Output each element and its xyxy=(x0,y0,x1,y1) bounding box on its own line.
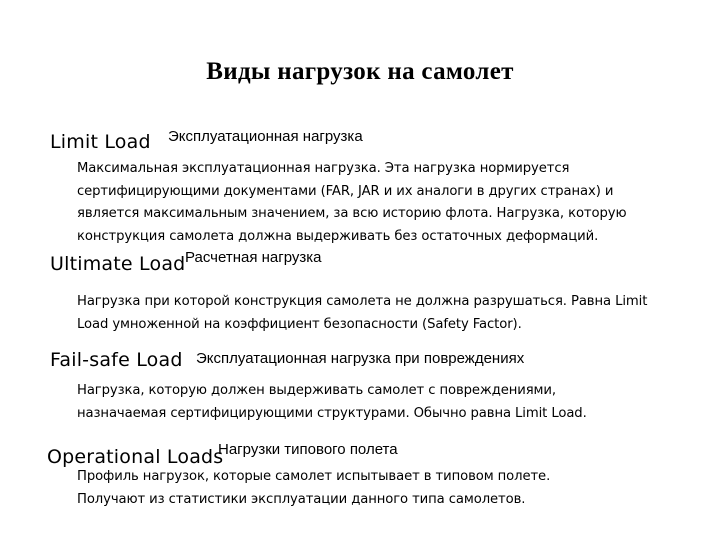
description-line: Профиль нагрузок, которые самолет испытывает в типовом полете. xyxy=(77,469,551,484)
description-line: Нагрузка при которой конструкция самолета не должна разрушаться. Равна Limit xyxy=(77,294,648,309)
description-line: конструкция самолета должна выдерживать без остаточных деформаций. xyxy=(77,228,599,244)
term-fail-safe-load: Fail-safe Load xyxy=(50,349,183,371)
description-line: назначаемая сертифицирующими структурами. Обычно равна Limit Load. xyxy=(77,405,587,421)
description-limit-load xyxy=(77,158,626,248)
description-line: Максимальная эксплуатационная нагрузка. Эта нагрузка нормируется xyxy=(77,161,570,176)
page-title: Виды нагрузок на самолет xyxy=(206,58,514,85)
subtitle-limit-load: Эксплуатационная нагрузка xyxy=(168,128,363,145)
subtitle-fail-safe-load: Эксплуатационная нагрузка при повреждениях xyxy=(196,350,525,367)
subtitle-ultimate-load: Расчетная нагрузка xyxy=(185,249,322,266)
term-limit-load: Limit Load xyxy=(50,131,151,153)
description-line: Load умноженной на коэффициент безопасности (Safety Factor). xyxy=(77,316,522,332)
description-ultimate-load xyxy=(77,291,647,336)
description-line: Получают из статистики эксплуатации данного типа самолетов. xyxy=(77,491,526,507)
description-line: сертифицирующими документами (FAR, JAR и их аналоги в других странах) и xyxy=(77,183,614,199)
term-operational-loads: Operational Loads xyxy=(47,446,224,468)
description-fail-safe-load xyxy=(77,380,587,425)
description-line: является максимальным значением, за всю историю флота. Нагрузка, которую xyxy=(77,206,627,221)
subtitle-operational-loads: Нагрузки типового полета xyxy=(218,441,398,458)
description-operational-loads xyxy=(77,466,550,511)
description-line: Нагрузка, которую должен выдерживать самолет с повреждениями, xyxy=(77,383,556,398)
term-ultimate-load: Ultimate Load xyxy=(50,253,186,275)
